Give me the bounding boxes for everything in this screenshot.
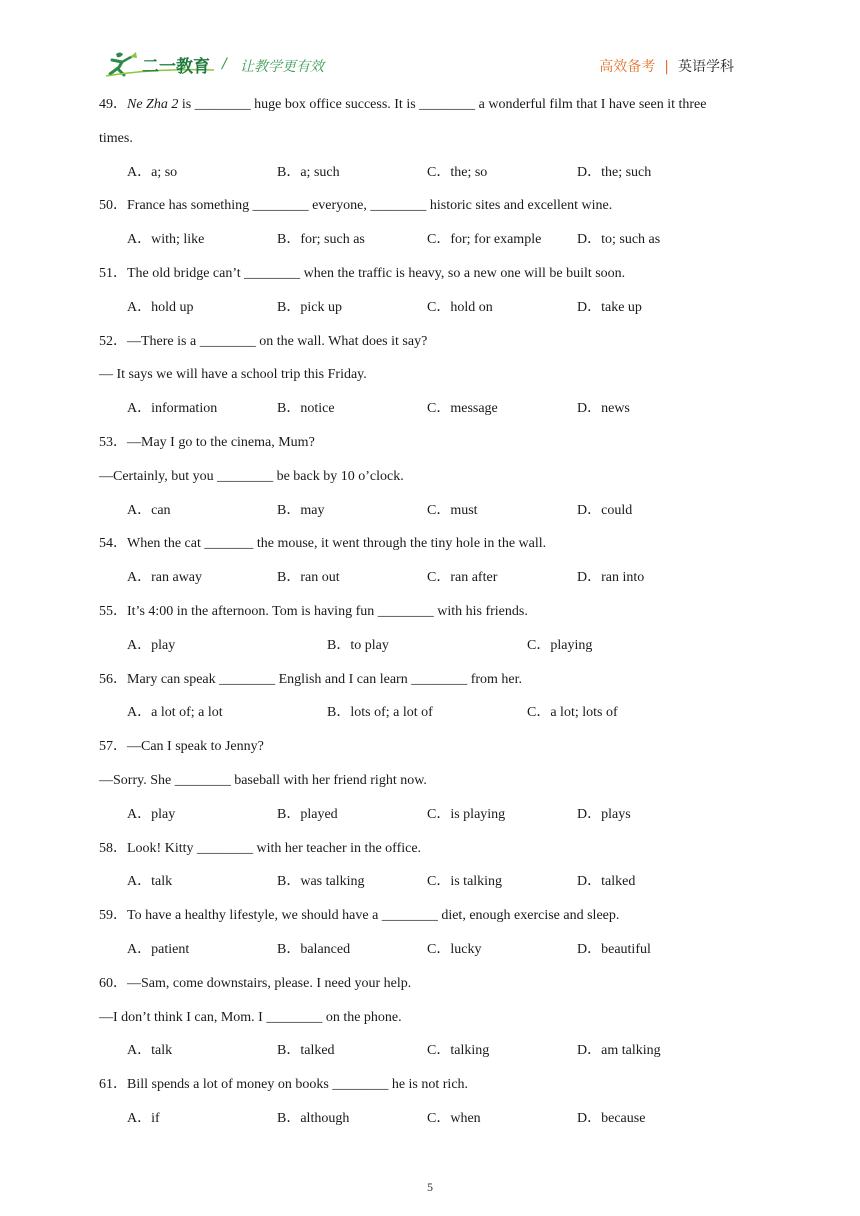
option-b[interactable]: B．notice <box>277 401 335 417</box>
options-row <box>99 223 769 257</box>
options-row <box>99 1102 769 1136</box>
question-number: 55． <box>99 603 127 619</box>
options-row <box>99 561 769 595</box>
option-a[interactable]: A．play <box>127 806 176 822</box>
question-number: 54． <box>99 536 127 552</box>
option-a[interactable]: A．with; like <box>127 232 205 248</box>
question-stem-continued: —I don’t think I can, Mom. I ________ on the phone. <box>99 1009 402 1025</box>
question-text: To have a healthy lifestyle, we should have a ________ diet, enough exercise and sleep. <box>127 908 620 924</box>
option-a[interactable]: A．talk <box>127 1043 173 1059</box>
question-stem <box>99 88 769 122</box>
question-number: 53． <box>99 434 127 450</box>
question-number: 57． <box>99 739 127 755</box>
option-a[interactable]: A．ran away <box>127 570 203 586</box>
option-d[interactable]: D．talked <box>577 874 636 890</box>
question-number: 51． <box>99 265 127 281</box>
question-stem <box>99 257 769 291</box>
question-text: —May I go to the cinema, Mum? <box>127 434 315 450</box>
question-stem <box>99 595 769 629</box>
option-b[interactable]: B．may <box>277 502 325 518</box>
option-d[interactable]: D．beautiful <box>577 941 651 957</box>
header-subject <box>599 56 734 76</box>
page-header <box>0 0 860 90</box>
option-b[interactable]: B．for; such as <box>277 232 365 248</box>
option-b[interactable]: B．to play <box>327 637 389 653</box>
option-c[interactable]: C．lucky <box>427 941 482 957</box>
question-text: Mary can speak ________ English and I can learn ________ from her. <box>127 671 523 687</box>
option-c[interactable]: C．the; so <box>427 164 488 180</box>
question-text: —Can I speak to Jenny? <box>127 739 264 755</box>
option-a[interactable]: A．a; so <box>127 164 178 180</box>
question-number: 56． <box>99 671 127 687</box>
options-row <box>99 933 769 967</box>
question-stem-continued: times. <box>99 130 133 146</box>
logo-text: 二一教育 <box>142 57 210 77</box>
question-number: 61． <box>99 1077 127 1093</box>
question-number: 60． <box>99 975 127 991</box>
option-d[interactable]: D．news <box>577 401 630 417</box>
option-b[interactable]: B．talked <box>277 1043 335 1059</box>
option-c[interactable]: C．is talking <box>427 874 503 890</box>
options-row <box>99 798 769 832</box>
question-stem <box>99 426 769 460</box>
option-b[interactable]: B．balanced <box>277 941 351 957</box>
option-c[interactable]: C．a lot; lots of <box>527 705 618 721</box>
header-subject-text: 英语学科 <box>678 59 734 75</box>
option-c[interactable]: C．when <box>427 1110 481 1126</box>
options-row <box>99 392 769 426</box>
option-a[interactable]: A．hold up <box>127 299 194 315</box>
option-c[interactable]: C．playing <box>527 637 593 653</box>
question-text: France has something ________ everyone, ________ historic sites and excellent wine. <box>127 198 613 214</box>
options-row <box>99 629 769 663</box>
option-d[interactable]: D．plays <box>577 806 631 822</box>
question-stem <box>99 967 769 1001</box>
question-number: 52． <box>99 333 127 349</box>
option-b[interactable]: B．was talking <box>277 874 365 890</box>
header-divider: | <box>664 59 669 75</box>
option-a[interactable]: A．talk <box>127 874 173 890</box>
question-stem <box>99 527 769 561</box>
option-c[interactable]: C．hold on <box>427 299 493 315</box>
question-text: When the cat _______ the mouse, it went through the tiny hole in the wall. <box>127 536 547 552</box>
option-d[interactable]: D．could <box>577 502 633 518</box>
options-row <box>99 291 769 325</box>
options-row <box>99 156 769 190</box>
options-row <box>99 494 769 528</box>
option-a[interactable]: A．play <box>127 637 176 653</box>
option-b[interactable]: B．played <box>277 806 338 822</box>
question-text: —Sam, come downstairs, please. I need your help. <box>127 975 412 991</box>
option-b[interactable]: B．a; such <box>277 164 340 180</box>
option-c[interactable]: C．talking <box>427 1043 490 1059</box>
question-stem <box>99 832 769 866</box>
question-number: 59． <box>99 908 127 924</box>
option-d[interactable]: D．because <box>577 1110 646 1126</box>
film-title: Ne Zha 2 <box>127 97 179 112</box>
option-c[interactable]: C．ran after <box>427 570 498 586</box>
option-a[interactable]: A．can <box>127 502 171 518</box>
options-row <box>99 1034 769 1068</box>
question-text: —There is a ________ on the wall. What does it say? <box>127 333 428 349</box>
option-a[interactable]: A．information <box>127 401 218 417</box>
question-number: 58． <box>99 840 127 856</box>
question-text: is ________ huge box office success. It is ________ a wonderful film that I have seen it three <box>178 97 707 112</box>
option-b[interactable]: B．although <box>277 1110 350 1126</box>
options-row <box>99 865 769 899</box>
question-stem <box>99 663 769 697</box>
question-stem <box>99 899 769 933</box>
question-stem <box>99 325 769 359</box>
question-list <box>99 88 769 1136</box>
option-c[interactable]: C．must <box>427 502 478 518</box>
option-c[interactable]: C．for; for example <box>427 232 542 248</box>
option-d[interactable]: D．the; such <box>577 164 652 180</box>
option-b[interactable]: B．lots of; a lot of <box>327 705 433 721</box>
options-row <box>99 696 769 730</box>
option-b[interactable]: B．ran out <box>277 570 340 586</box>
question-number: 50． <box>99 198 127 214</box>
question-text: Look! Kitty ________ with her teacher in the office. <box>127 840 422 856</box>
question-stem-continued: —Sorry. She ________ baseball with her friend right now. <box>99 772 427 788</box>
question-stem-continued: — It says we will have a school trip this Friday. <box>99 367 367 383</box>
option-a[interactable]: A．a lot of; a lot <box>127 705 223 721</box>
header-accent-text: 高效备考 <box>599 59 656 75</box>
question-stem <box>99 1068 769 1102</box>
question-text: It’s 4:00 in the afternoon. Tom is having fun ________ with his friends. <box>127 603 528 619</box>
option-d[interactable]: D．to; such as <box>577 232 661 248</box>
option-d[interactable]: D．am talking <box>577 1043 661 1059</box>
question-stem-continued: —Certainly, but you ________ be back by 10 o’clock. <box>99 468 404 484</box>
option-c[interactable]: C．is playing <box>427 806 506 822</box>
slogan-separator: / <box>222 56 227 72</box>
question-text: The old bridge can’t ________ when the traffic is heavy, so a new one will be built soon. <box>127 265 626 281</box>
question-stem <box>99 730 769 764</box>
page-number: 5 <box>427 1180 433 1194</box>
question-text: Bill spends a lot of money on books ________ he is not rich. <box>127 1077 469 1093</box>
slogan: 让教学更有效 <box>240 59 324 75</box>
option-b[interactable]: B．pick up <box>277 299 342 315</box>
question-number: 49． <box>99 97 127 112</box>
option-d[interactable]: D．ran into <box>577 570 645 586</box>
option-d[interactable]: D．take up <box>577 299 642 315</box>
option-c[interactable]: C．message <box>427 401 498 417</box>
option-a[interactable]: A．patient <box>127 941 190 957</box>
question-stem <box>99 189 769 223</box>
option-a[interactable]: A．if <box>127 1110 160 1126</box>
